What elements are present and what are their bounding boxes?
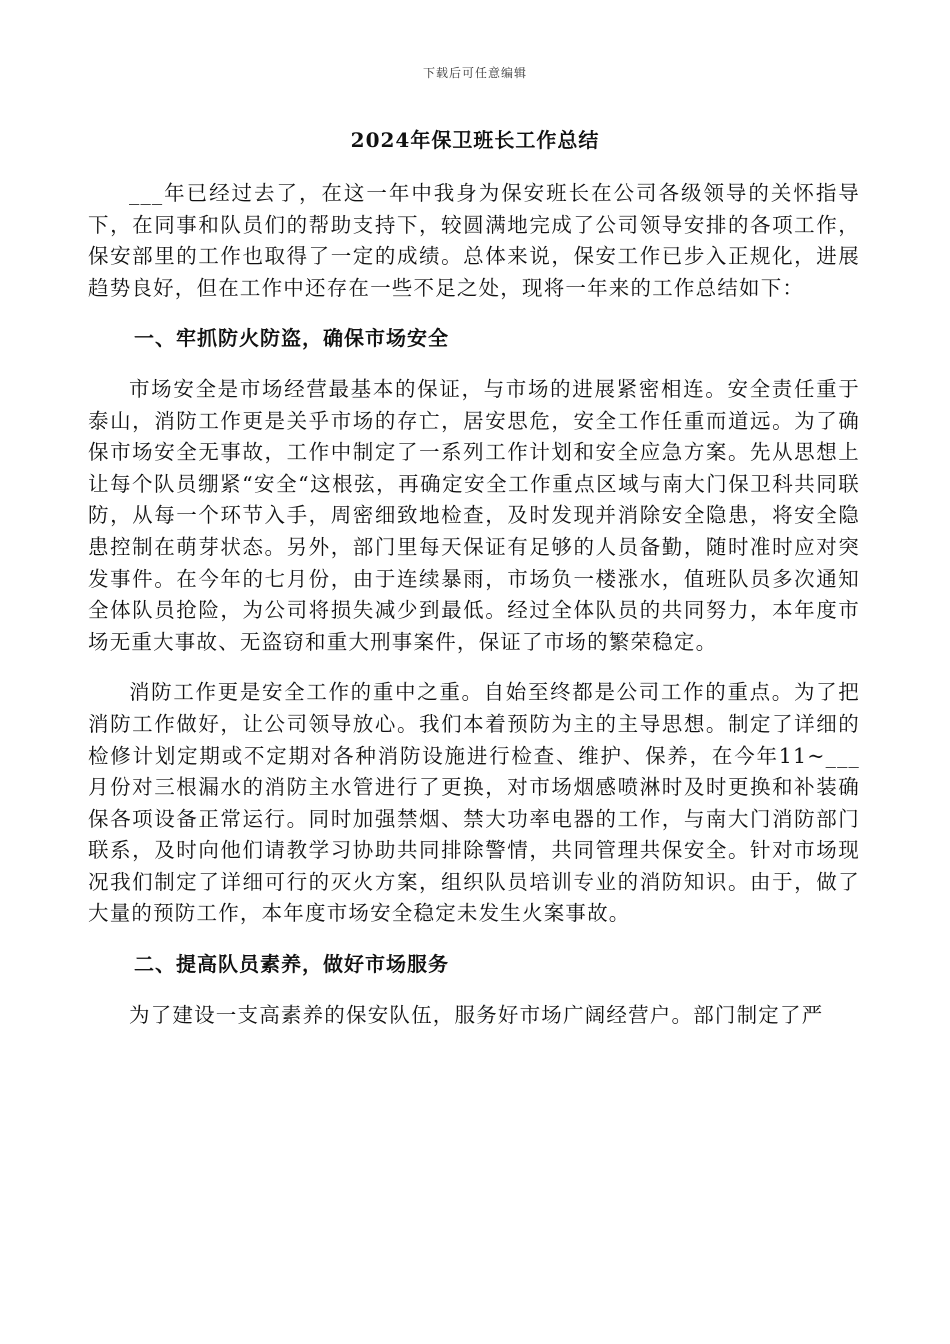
document-title: 2024年保卫班长工作总结	[350, 128, 600, 152]
header-note: 下载后可任意编辑	[422, 66, 527, 80]
section2-paragraph-1: 为了建设一支高素养的保安队伍，服务好市场广阔经营户。部门制定了严	[129, 1002, 824, 1027]
section1-heading: 一、牢抓防火防盗，确保市场安全	[134, 326, 449, 351]
section1-paragraph-1: 市场安全是市场经营最基本的保证，与市场的进展紧密相连。安全责任重于泰山，消防工作更是关乎市场的存亡，居安思危，安全工作任重而道远。为了确保市场安全无事故，工作中制定了一系列工作计划和安全应急方案。先从思想上让每个队员绷紧“安全“这根弦，再确定安全工作重点区域与南大门保卫科共同联防，从每一个环节入手，周密细致地检查，及时发现并消除安全隐患，将安全隐患控制在萌芽状态。另外，部门里每天保证有足够的人员备勤，随时准时应对突发事件。在今年的七月份，由于连续暴雨，市场负一楼涨水，值班队员多次通知全体队员抢险，为公司将损失减少到最低。经过全体队员的共同努力，本年度市场无重大事故、无盗窃和重大刑事案件，保证了市场的繁荣稳定。	[88, 376, 860, 654]
intro-paragraph: ___年已经过去了，在这一年中我身为保安班长在公司各级领导的关怀指导下，在同事和队员们的帮助支持下，较圆满地完成了公司领导安排的各项工作，保安部里的工作也取得了一定的成绩。总体来说，保安工作已步入正规化，进展趋势良好，但在工作中还存在一些不足之处，现将一年来的工作总结如下：	[88, 181, 860, 300]
section1-paragraph-2: 消防工作更是安全工作的重中之重。自始至终都是公司工作的重点。为了把消防工作做好，让公司领导放心。我们本着预防为主的主导思想。制定了详细的检修计划定期或不定期对各种消防设施进行检查、维护、保养，在今年11~___月份对三根漏水的消防主水管进行了更换，对市场烟感喷淋时及时更换和补装确保各项设备正常运行。同时加强禁烟、禁大功率电器的工作，与南大门消防部门联系，及时向他们请教学习协助共同排除警情，共同管理共保安全。针对市场现况我们制定了详细可行的灭火方案，组织队员培训专业的消防知识。由于，做了大量的预防工作，本年度市场安全稳定未发生火案事故。	[88, 680, 860, 926]
section2-heading: 二、提高队员素养，做好市场服务	[134, 952, 449, 977]
document-body	[88, 178, 860, 1031]
